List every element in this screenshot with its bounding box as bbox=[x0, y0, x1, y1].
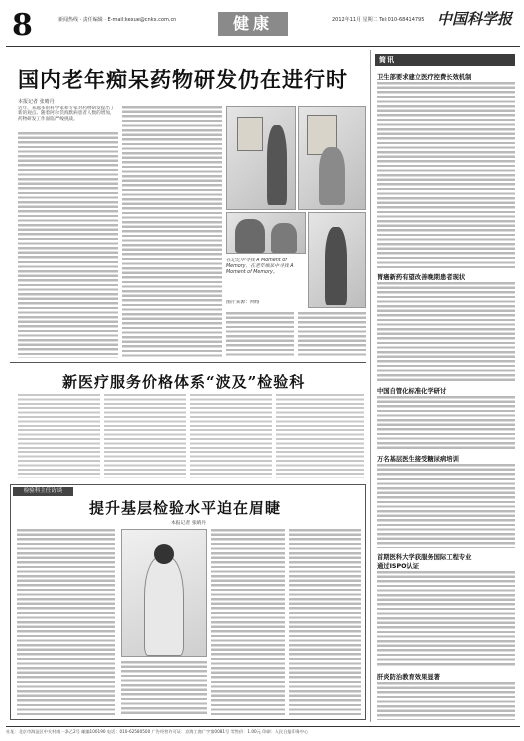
brief-text bbox=[377, 682, 515, 720]
article3-text-col1 bbox=[17, 529, 115, 715]
brief-title: 卫生部要求建立医疗控费长效机制 bbox=[377, 74, 472, 81]
article2-text-col4 bbox=[276, 394, 364, 478]
brief-text bbox=[377, 571, 515, 667]
article1-text-col2 bbox=[122, 106, 222, 358]
article1-text-col1 bbox=[18, 132, 118, 358]
article3-box bbox=[10, 484, 366, 720]
brief-title: 首期医科大学获服务国际工程专业 bbox=[377, 554, 472, 561]
paper-logo: 中国科学报 bbox=[436, 10, 512, 28]
photo-figure bbox=[235, 219, 265, 253]
article1-text-col4 bbox=[298, 312, 366, 358]
masthead-meta: 新闻热线 · 责任编辑 · E-mail:kexue@cnkx.com.cn bbox=[58, 17, 177, 23]
section-tab: 健康 bbox=[218, 12, 288, 36]
article1-lead: 近年，来越多的科学家和专家对药物研发提出了新的观点。随着阿尔茨海默病患者人数的增加，药物研发工作面临严峻挑战。 bbox=[18, 106, 115, 122]
right-column-header: 简讯 bbox=[375, 54, 515, 66]
divider bbox=[10, 362, 366, 363]
article2-title: 新医疗服务价格体系“波及”检验科 bbox=[62, 373, 306, 391]
footer: 社址：北京市海淀区中关村南一条乙2号 邮编100190 电话：010-62580500 广告经营许可证：京海工商广字第0081号 零售价：1.00元 印刷：人民日报印务中心 bbox=[6, 726, 520, 735]
photo-caption-2: 图片来源：网络 bbox=[226, 300, 260, 305]
article1-photo-1 bbox=[226, 106, 296, 210]
photo-figure bbox=[144, 556, 184, 656]
page-number: 8 bbox=[12, 8, 33, 43]
brief-title: 通过ISPO认证 bbox=[377, 563, 420, 570]
masthead-rule bbox=[6, 46, 520, 47]
article3-title: 提升基层检验水平迫在眉睫 bbox=[89, 499, 282, 517]
brief-text bbox=[377, 282, 515, 382]
article3-text-col3 bbox=[211, 529, 285, 715]
brief-text bbox=[377, 396, 515, 450]
article1-photo-4 bbox=[308, 212, 366, 308]
photo-figure bbox=[271, 223, 297, 253]
article2-text-col3 bbox=[190, 394, 272, 478]
article1-photo-2 bbox=[298, 106, 366, 210]
article1-text-col3 bbox=[226, 312, 294, 358]
brief-text bbox=[377, 464, 515, 548]
photo-frame bbox=[237, 117, 263, 151]
article1-title: 国内老年痴呆药物研发仍在进行时 bbox=[18, 67, 348, 92]
article3-text-col4 bbox=[289, 529, 361, 715]
article2-text-col2 bbox=[104, 394, 186, 478]
article1-photo-3 bbox=[226, 212, 306, 254]
photo-figure bbox=[325, 227, 347, 305]
brief-title: 中国自管化标准化学研讨 bbox=[377, 388, 447, 395]
photo-figure-head bbox=[154, 544, 174, 564]
article3-byline: 本报记者 张晴丹 bbox=[171, 521, 207, 526]
article1-byline: 本报记者 张晴丹 bbox=[18, 99, 55, 105]
masthead bbox=[6, 8, 520, 48]
article3-text-col2 bbox=[121, 661, 207, 715]
brief-title: 胃癌新药有望改善晚期患者现状 bbox=[377, 274, 466, 281]
brief-text bbox=[377, 82, 515, 268]
photo-figure bbox=[319, 147, 345, 205]
article3-photo bbox=[121, 529, 207, 657]
masthead-date: 2012年11月 星期二 Tel:010-68414795 bbox=[332, 17, 425, 23]
right-column bbox=[370, 50, 518, 722]
photo-caption-1: 在记忆中寻找 A Moment of Memory，在老年痴呆中寻找 A Moment of Memory。 bbox=[226, 258, 294, 275]
brief-title: 万名基层医生接受糖尿病培训 bbox=[377, 456, 459, 463]
brief-title: 肝炎防治教育效果显著 bbox=[377, 674, 440, 681]
article3-tag: 检验科主任访谈 bbox=[13, 487, 73, 496]
article2-text-col1 bbox=[18, 394, 100, 478]
photo-figure bbox=[267, 125, 287, 205]
